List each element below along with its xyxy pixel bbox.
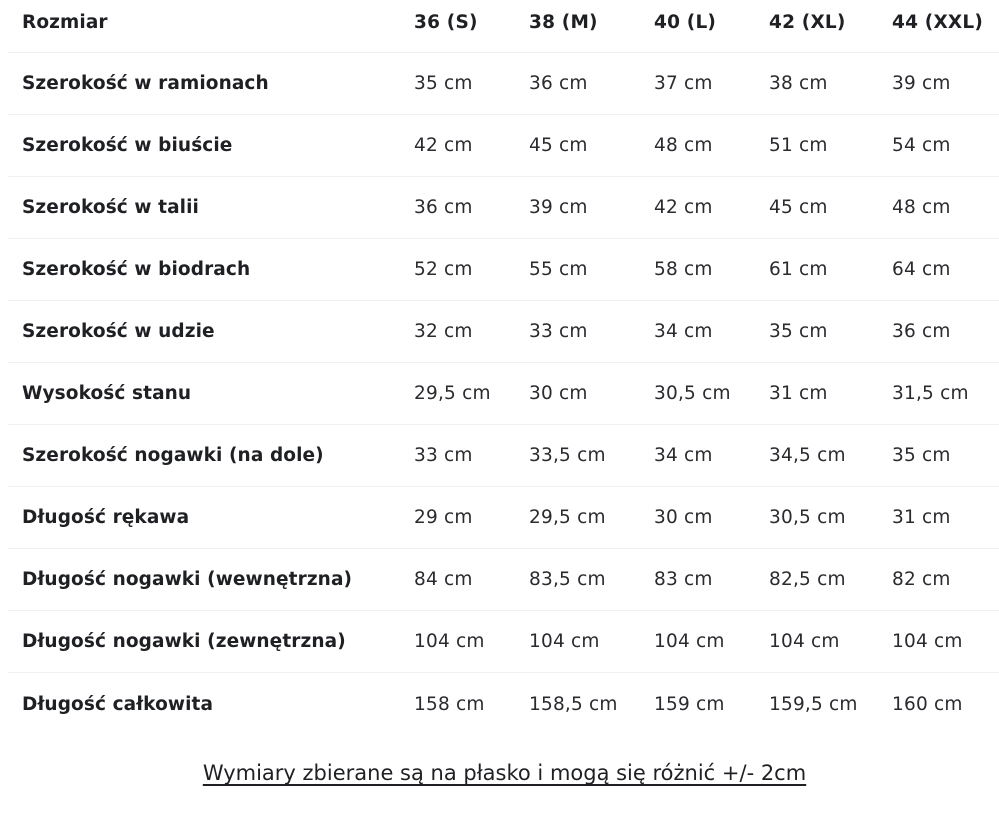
table-row xyxy=(8,177,999,239)
row-value: 30 cm xyxy=(529,383,588,404)
row-value: 37 cm xyxy=(654,73,713,94)
table-row xyxy=(8,301,999,363)
row-value: 36 cm xyxy=(892,321,951,342)
table-row xyxy=(8,673,999,735)
row-value: 30,5 cm xyxy=(769,507,846,528)
table-row xyxy=(8,549,999,611)
table-row xyxy=(8,363,999,425)
row-value: 42 cm xyxy=(414,135,473,156)
row-value: 48 cm xyxy=(892,197,951,218)
row-label: Szerokość w ramionach xyxy=(22,73,269,94)
row-value: 29,5 cm xyxy=(529,507,606,528)
row-label: Szerokość nogawki (na dole) xyxy=(22,445,324,466)
row-value: 29 cm xyxy=(414,507,473,528)
row-value: 64 cm xyxy=(892,259,951,280)
row-value: 160 cm xyxy=(892,693,963,715)
row-value: 32 cm xyxy=(414,321,473,342)
row-value: 83,5 cm xyxy=(529,569,606,590)
header-size-42: 42 (XL) xyxy=(769,11,846,33)
row-value: 51 cm xyxy=(769,135,828,156)
row-value: 83 cm xyxy=(654,569,713,590)
row-value: 159 cm xyxy=(654,693,725,715)
row-label: Szerokość w udzie xyxy=(22,321,215,342)
row-label: Długość rękawa xyxy=(22,507,190,528)
row-value: 36 cm xyxy=(414,197,473,218)
row-value: 39 cm xyxy=(892,73,951,94)
row-value: 48 cm xyxy=(654,135,713,156)
row-value: 34,5 cm xyxy=(769,445,846,466)
row-label: Szerokość w talii xyxy=(22,197,199,218)
row-value: 33 cm xyxy=(529,321,588,342)
table-row xyxy=(8,611,999,673)
row-value: 104 cm xyxy=(529,631,600,652)
row-value: 104 cm xyxy=(414,631,485,652)
measurement-disclaimer-note: Wymiary zbierane są na płasko i mogą się różnić +/- 2cm xyxy=(202,761,807,785)
row-label: Długość nogawki (wewnętrzna) xyxy=(22,569,353,590)
row-value: 61 cm xyxy=(769,259,828,280)
row-value: 159,5 cm xyxy=(769,693,858,715)
row-value: 35 cm xyxy=(892,445,951,466)
row-value: 30 cm xyxy=(654,507,713,528)
row-value: 36 cm xyxy=(529,73,588,94)
row-value: 31 cm xyxy=(769,383,828,404)
row-value: 34 cm xyxy=(654,445,713,466)
table-row xyxy=(8,239,999,301)
row-value: 104 cm xyxy=(654,631,725,652)
row-value: 29,5 cm xyxy=(414,383,491,404)
row-value: 45 cm xyxy=(529,135,588,156)
row-label: Szerokość w biuście xyxy=(22,135,233,156)
header-size-36: 36 (S) xyxy=(414,11,478,33)
row-value: 104 cm xyxy=(769,631,840,652)
row-value: 39 cm xyxy=(529,197,588,218)
header-size-38: 38 (M) xyxy=(529,11,598,33)
row-value: 30,5 cm xyxy=(654,383,731,404)
size-chart-table xyxy=(8,0,999,735)
row-label: Szerokość w biodrach xyxy=(22,259,251,280)
row-value: 38 cm xyxy=(769,73,828,94)
row-label: Wysokość stanu xyxy=(22,383,192,404)
row-value: 158,5 cm xyxy=(529,693,618,715)
table-row xyxy=(8,425,999,487)
header-size-44: 44 (XXL) xyxy=(892,11,984,33)
row-value: 33,5 cm xyxy=(529,445,606,466)
header-size-40: 40 (L) xyxy=(654,11,717,33)
row-value: 158 cm xyxy=(414,693,485,715)
row-value: 58 cm xyxy=(654,259,713,280)
row-value: 31 cm xyxy=(892,507,951,528)
table-row xyxy=(8,53,999,115)
row-value: 84 cm xyxy=(414,569,473,590)
table-row xyxy=(8,115,999,177)
table-header-row xyxy=(8,0,999,53)
row-value: 35 cm xyxy=(769,321,828,342)
row-value: 82,5 cm xyxy=(769,569,846,590)
row-value: 45 cm xyxy=(769,197,828,218)
row-value: 54 cm xyxy=(892,135,951,156)
row-value: 55 cm xyxy=(529,259,588,280)
row-value: 82 cm xyxy=(892,569,951,590)
table-row xyxy=(8,487,999,549)
row-value: 42 cm xyxy=(654,197,713,218)
row-label: Długość nogawki (zewnętrzna) xyxy=(22,631,346,652)
row-value: 31,5 cm xyxy=(892,383,969,404)
header-label: Rozmiar xyxy=(22,11,108,33)
row-value: 33 cm xyxy=(414,445,473,466)
row-label: Długość całkowita xyxy=(22,693,214,715)
row-value: 104 cm xyxy=(892,631,963,652)
row-value: 34 cm xyxy=(654,321,713,342)
row-value: 52 cm xyxy=(414,259,473,280)
row-value: 35 cm xyxy=(414,73,473,94)
